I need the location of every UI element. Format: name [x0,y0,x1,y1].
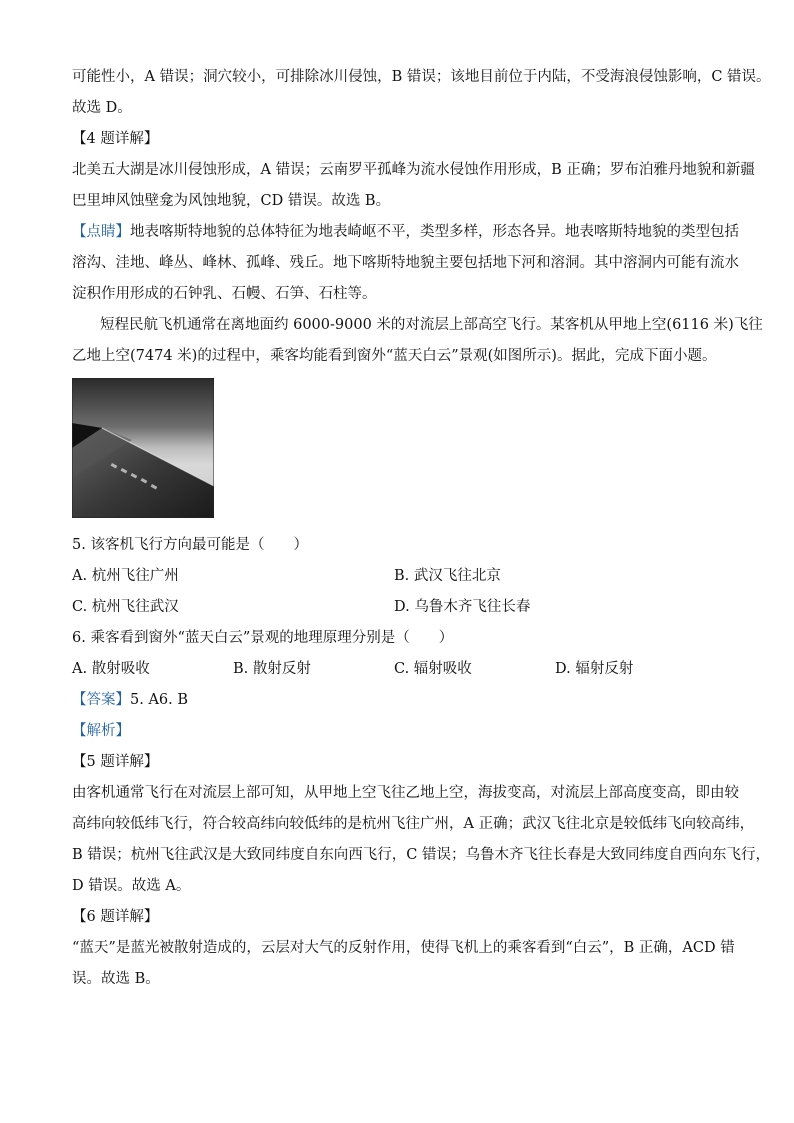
section-heading-4: 【4 题详解】 [72,131,159,147]
answer-line [72,685,732,716]
section-heading-5: 【5 题详解】 [72,754,159,770]
passage-line: 短程民航飞机通常在离地面约 6000-9000 米的对流层上部高空飞行。某客机从甲地上空(6116 米)飞往 [100,317,763,333]
airplane-window-photo [72,378,214,518]
option-a[interactable]: A. 散射吸收 [72,661,150,677]
text-line: 溶沟、洼地、峰丛、峰林、孤峰、残丘。地下喀斯特地貌主要包括地下河和溶洞。其中溶洞内可能有流水 [72,255,739,271]
question-5-options-row-2 [72,592,732,623]
option-a[interactable]: A. 杭州飞往广州 [72,568,179,584]
tip-label: 【点睛】 [72,224,130,240]
text-line: 地表喀斯特地貌的总体特征为地表崎岖不平，类型多样，形态各异。地表喀斯特地貌的类型包括 [130,224,739,240]
wing-photo-image [72,378,214,518]
option-b[interactable]: B. 武汉飞往北京 [394,568,501,584]
option-d[interactable]: D. 辐射反射 [555,661,634,677]
text-line: D 错误。故选 A。 [72,878,191,894]
text-line: 由客机通常飞行在对流层上部可知，从甲地上空飞往乙地上空，海拔变高，对流层上部高度变高，即由较 [72,785,739,801]
text-line: 高纬向较低纬飞行，符合较高纬向较低纬的是杭州飞往广州，A 正确；武汉飞往北京是较低纬飞向较高纬， [72,816,755,832]
text-line: 北美五大湖是冰川侵蚀形成，A 错误；云南罗平孤峰为流水侵蚀作用形成，B 正确；罗布泊雅丹地貌和新疆 [72,162,755,178]
document-page [72,62,771,995]
question-6-options-row [72,654,732,685]
option-b[interactable]: B. 散射反射 [233,661,311,677]
answer-text: 5. A6. B [130,692,189,708]
passage-line: 乙地上空(7474 米)的过程中，乘客均能看到窗外“蓝天白云”景观(如图所示)。据此，完成下面小题。 [72,348,717,364]
text-line: 淀积作用形成的石钟乳、石幔、石笋、石柱等。 [72,286,377,302]
answer-label: 【答案】 [72,692,130,708]
text-line: 可能性小，A 错误；洞穴较小，可排除冰川侵蚀，B 错误；该地目前位于内陆，不受海浪侵蚀影响，C 错误。 [72,69,771,85]
question-5-options-row-1 [72,561,732,592]
text-line: “蓝天”是蓝光被散射造成的，云层对大气的反射作用，使得飞机上的乘客看到“白云”，B 正确，ACD 错 [72,940,735,956]
text-line: 巴里坤风蚀壁龛为风蚀地貌，CD 错误。故选 B。 [72,193,391,209]
analysis-label: 【解析】 [72,723,130,739]
option-c[interactable]: C. 杭州飞往武汉 [72,599,179,615]
option-d[interactable]: D. 乌鲁木齐飞往长春 [394,599,531,615]
question-6-stem: 6. 乘客看到窗外“蓝天白云”景观的地理原理分别是（ ） [72,630,454,646]
tip-paragraph [72,217,739,248]
question-5-stem: 5. 该客机飞行方向最可能是（ ） [72,537,308,553]
text-line: B 错误；杭州飞往武汉是大致同纬度自东向西飞行，C 错误；乌鲁木齐飞往长春是大致同纬度自西向东飞行， [72,847,770,863]
section-heading-6: 【6 题详解】 [72,909,159,925]
text-line: 误。故选 B。 [72,971,160,987]
text-line: 故选 D。 [72,100,132,116]
option-c[interactable]: C. 辐射吸收 [394,661,472,677]
